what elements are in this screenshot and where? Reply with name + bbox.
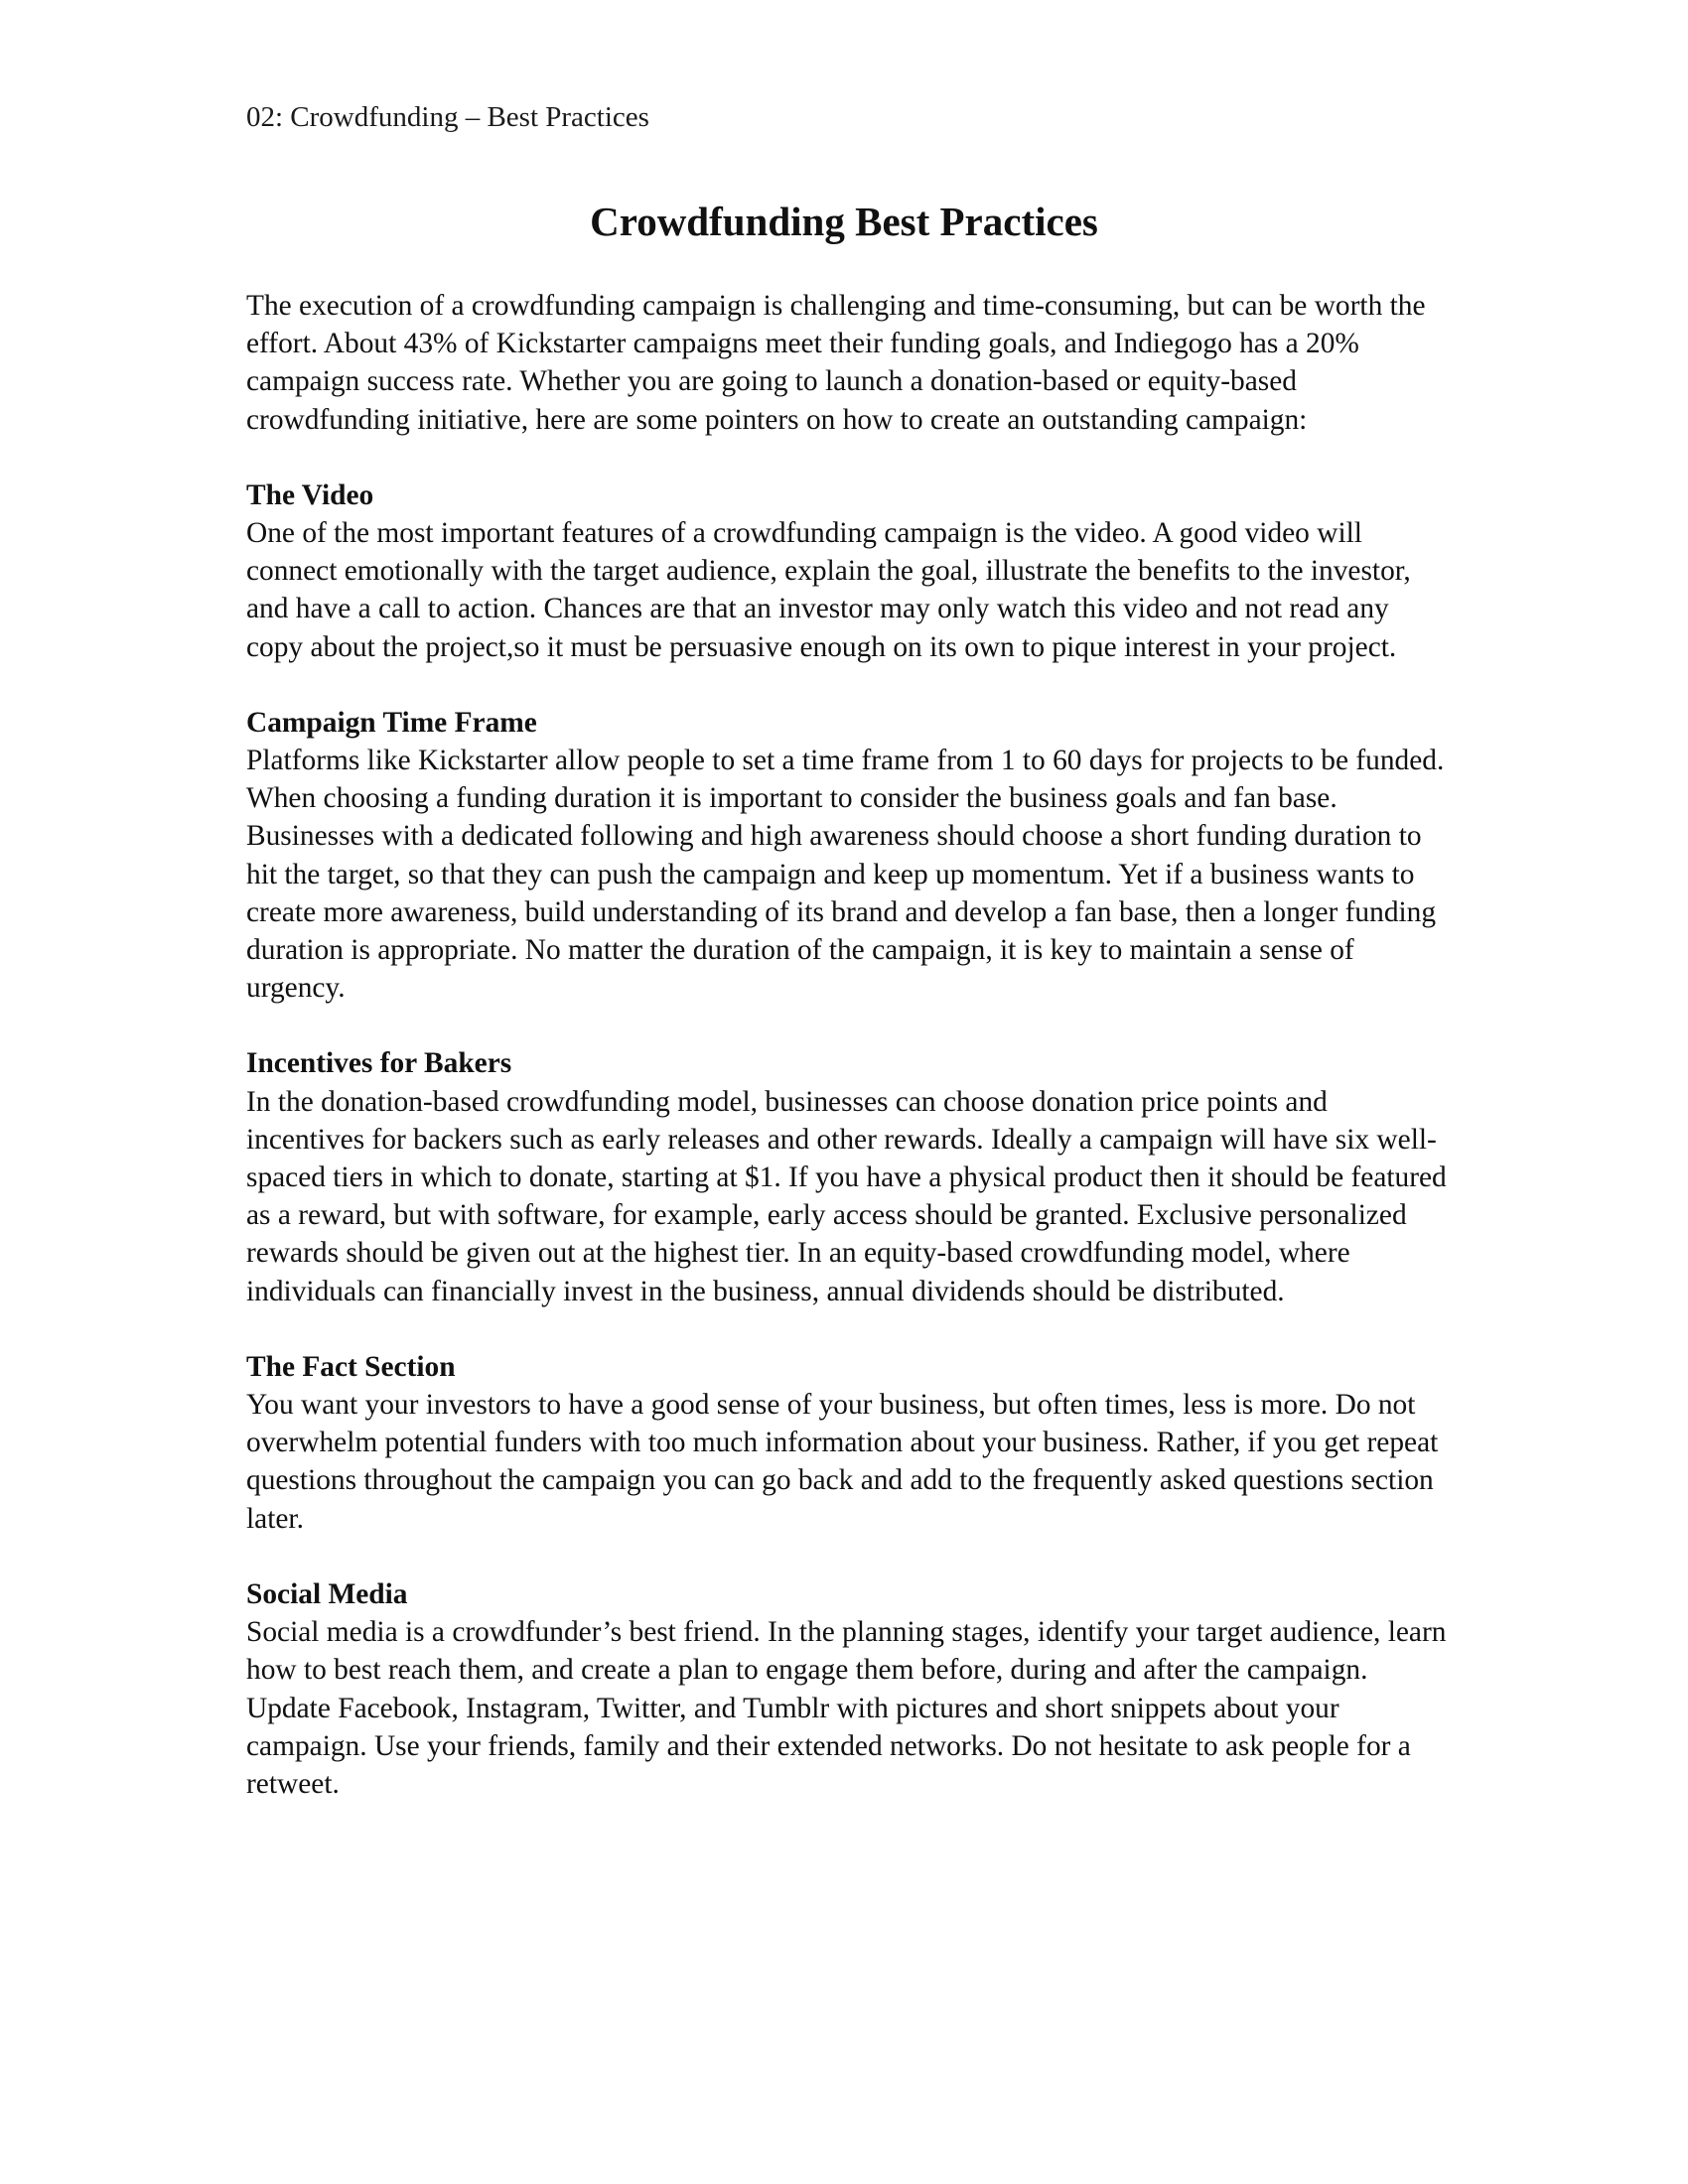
intro-paragraph: The execution of a crowdfunding campaign is challenging and time-consuming, but can be worth the effort. About 43% of Kickstarter campaigns meet their funding goals, and Indiegogo has a 20% campaign success rate. Whether you are going to launch a donation-based or equity-based crowdfunding initiative, here are some pointers on how to create an outstanding campaign: <box>246 290 1426 436</box>
section-heading: The Fact Section <box>246 1350 456 1383</box>
section-heading: Campaign Time Frame <box>246 706 537 739</box>
section-body: Social media is a crowdfunder’s best friend. In the planning stages, identify your target audience, learn how to best reach them, and create a plan to engage them before, during and after the campaign. Update Facebook, Instagram, Twitter, and Tumblr with pictures and short snippets about your campaign. Use your friends, family and their extended networks. Do not hesitate to ask people for a retweet. <box>246 1616 1447 1800</box>
document-body <box>246 287 1450 1841</box>
section-the-video <box>246 477 1450 666</box>
section-social-media <box>246 1575 1450 1803</box>
section-body: You want your investors to have a good sense of your business, but often times, less is more. Do not overwhelm potential funders with too much information about your business. Rather, if you get repeat questions throughout the campaign you can go back and add to the frequently asked questions section later. <box>246 1389 1439 1535</box>
document-title: Crowdfunding Best Practices <box>590 199 1098 244</box>
section-the-fact-section <box>246 1348 1450 1538</box>
section-heading: Social Media <box>246 1577 408 1610</box>
section-body: Platforms like Kickstarter allow people to set a time frame from 1 to 60 days for projects to be funded. When choosing a funding duration it is important to consider the business goals and fan base. Businesses with a dedicated following and high awareness should choose a short funding duration to hit the target, so that they can push the campaign and keep up momentum. Yet if a business wants to create more awareness, build understanding of its brand and develop a fan base, then a longer funding duration is appropriate. No matter the duration of the campaign, it is key to maintain a sense of urgency. <box>246 745 1445 1005</box>
running-header: 02: Crowdfunding – Best Practices <box>246 101 649 133</box>
section-heading: Incentives for Bakers <box>246 1047 512 1080</box>
section-body: One of the most important features of a crowdfunding campaign is the video. A good video will connect emotionally with the target audience, explain the goal, illustrate the benefits to the investor, and have a call to action. Chances are that an investor may only watch this video and not read any copy about the project,so it must be persuasive enough on its own to pique interest in your project. <box>246 517 1411 663</box>
section-heading: The Video <box>246 478 374 511</box>
section-campaign-time-frame <box>246 704 1450 1008</box>
section-incentives-for-bakers <box>246 1044 1450 1309</box>
section-body: In the donation-based crowdfunding model, businesses can choose donation price points and incentives for backers such as early releases and other rewards. Ideally a campaign will have six well-spaced tiers in which to donate, starting at $1. If you have a physical product then it should be featured as a reward, but with software, for example, early access should be granted. Exclusive personalized rewards should be given out at the highest tier. In an equity-based crowdfunding model, where individuals can financially invest in the business, annual dividends should be distributed. <box>246 1085 1447 1307</box>
